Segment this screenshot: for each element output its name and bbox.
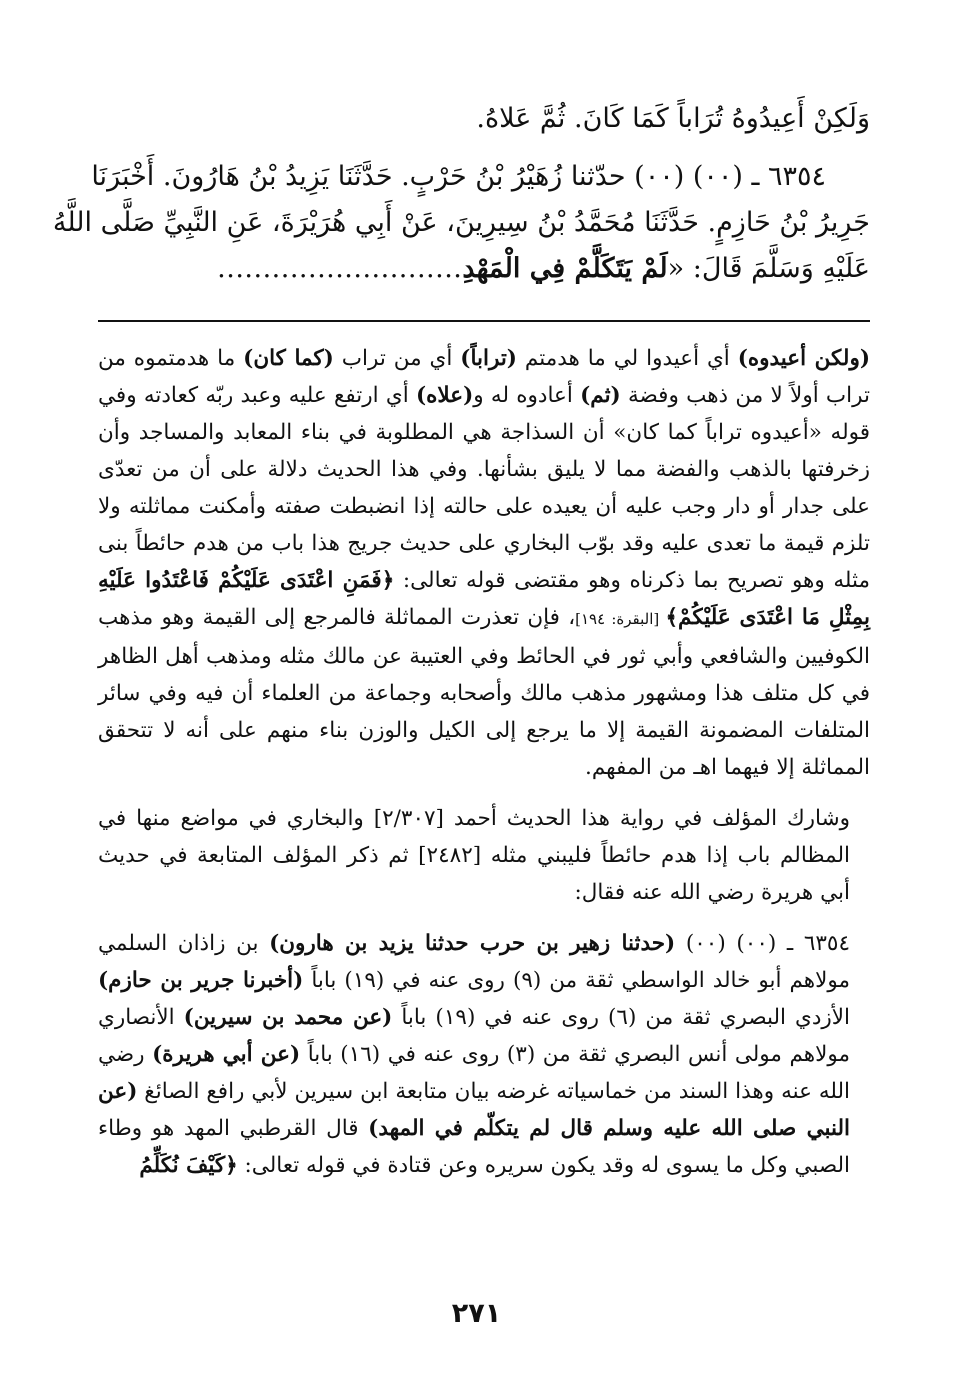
bold-term: (عن محمد بن سيرين): [183, 1005, 393, 1030]
hadith-text-span: عَلَيْهِ وَسَلَّمَ قَالَ: «: [667, 253, 870, 284]
bold-term: (تراباً): [460, 346, 517, 371]
text-span: الأنصاري مولاهم مولى أنس البصري ثقة من (٣) روى عنه في (١٦) باباً: [98, 1005, 850, 1067]
continuation-dots: ...........................: [217, 253, 463, 284]
commentary-paragraph: [98, 925, 870, 1184]
page-number: ٢٧١: [451, 1298, 502, 1329]
bold-term: (أخبرنا جرير بن حازم): [98, 968, 304, 993]
text-span: قال القرطبي المهد هو وطاء الصبي وكل ما يسوى له وقد يكون سريره وعن قتادة في قوله تعالى:: [98, 1116, 850, 1178]
hadith-line: جَرِيرُ بْنُ حَازِمٍ. حَدَّثَنَا مُحَمَّدُ بْنُ سِيرِينَ، عَنْ أَبِي هُرَيْرَةَ، عَنِ النَّبِيِّ صَلَّى اللَّهُ: [52, 207, 870, 238]
hadith-line: ٦٣٥٤ ـ (٠٠) (٠٠) حدّثنا زُهَيْرُ بْنُ حَرْبٍ. حَدَّثَنَا يَزِيدُ بْنُ هَارُونَ. أَخْبَرَنَا: [91, 161, 826, 192]
hadith-number: ٦٣٥٤ ـ (٠٠) (٠٠): [675, 931, 851, 956]
hadith-line: وَلَكِنْ أَعِيدُوهُ تُرَاباً كَمَا كَانَ. ثُمَّ عَلاهُ.: [476, 103, 870, 134]
verse-reference: [البقرة: ١٩٤]: [575, 610, 666, 628]
text-span: بن زاذان السلمي مولاهم أبو خالد الواسطي ثقة من (٩) روى عنه في (١٩) باباً: [98, 931, 850, 993]
commentary-paragraph: [98, 340, 870, 786]
bold-term: (علاه): [415, 383, 474, 408]
hadith-line: [100, 246, 870, 292]
bold-term: (ثم): [580, 383, 621, 408]
bold-term: (عن النبي صلى الله عليه وسلم قال لم يتكلّم في المهد): [98, 1079, 850, 1141]
footnote-divider: [98, 320, 870, 322]
text-span: أي أعيدوا لي ما هدمتم: [516, 346, 738, 371]
bold-term: (حدثنا زهير بن حرب حدثنا يزيد بن هارون): [269, 931, 676, 956]
text-span: رضي الله عنه وهذا السند من خماسياته غرضه بيان متابعة ابن سيرين لأبي رافع الصائغ: [98, 1042, 850, 1104]
text-span: أي من تراب: [333, 346, 461, 371]
text-span: أي ارتفع عليه وعبد ربّه كعادته وفي قوله «أعيدوه تراباً كما كان» أن السذاجة هي المطلوبة في بناء المعابد والمساجد وأن زخرفتها بالذهب والفضة مما لا يليق بشأنها. وفي هذا الحديث دلالة على أن من تعدّى على جدار أو دار وجب عليه أن يعيده على حالته إذا انضبطت صفته وأمكنت مماثلته ولا تلزم قيمة ما تعدى عليه وقد بوّب البخاري على حديث جريج هذا باب من هدم حائطاً بنى مثله وهو تصريح بما ذكرناه وهو مقتضى قوله تعالى:: [98, 383, 870, 593]
quran-verse: ﴿كَيْفَ نُكَلِّمُ: [139, 1153, 238, 1178]
quran-verse: ﴿فَمَنِ اعْتَدَى عَلَيْكُمْ فَاعْتَدُوا عَلَيْهِ بِمِثْلِ مَا اعْتَدَى عَلَيْكُمْ﴾: [98, 568, 870, 630]
bold-term: (كما كان): [243, 346, 334, 371]
hadith-text: [52, 96, 870, 292]
text-span: الأزدي البصري ثقة من (٦) روى عنه في (١٩) باباً: [392, 1005, 851, 1030]
text-span: ما هدمتموه من تراب أولاً لا من ذهب وفضة: [98, 346, 870, 408]
commentary-paragraph: وشارك المؤلف في رواية هذا الحديث أحمد [٢/٣٠٧] والبخاري في مواضع منها في المظالم باب إذا هدم حائطاً فليبني مثله [٢٤٨٢] ثم ذكر المؤلف المتابعة في حديث أبي هريرة رضي الله عنه فقال:: [98, 806, 851, 905]
hadith-bold-quote: لَمْ يَتَكَلَّمْ فِي الْمَهْدِ: [462, 253, 668, 284]
bold-term: (عن أبي هريرة): [152, 1042, 301, 1067]
text-span: ، فإن تعذرت المماثلة فالمرجع إلى القيمة وهو مذهب الكوفيين والشافعي وأبي ثور في الحائط وفي العتيبة عن مالك مثله ومذهب أهل الظاهر في كل متلف هذا ومشهور مذهب مالك وأصحابه وجماعة من العلماء أن فيه وفي سائر المتلفات المضمونة القيمة إلا ما يرجع إلى الكيل والوزن بناء منهم على أنه لا تتحقق المماثلة إلا فيهما اهـ من المفهم.: [98, 605, 870, 780]
bold-term: (ولكن أعيدوه): [737, 346, 871, 371]
text-span: أعادوه له و: [473, 383, 581, 408]
commentary-text: [98, 340, 870, 1198]
